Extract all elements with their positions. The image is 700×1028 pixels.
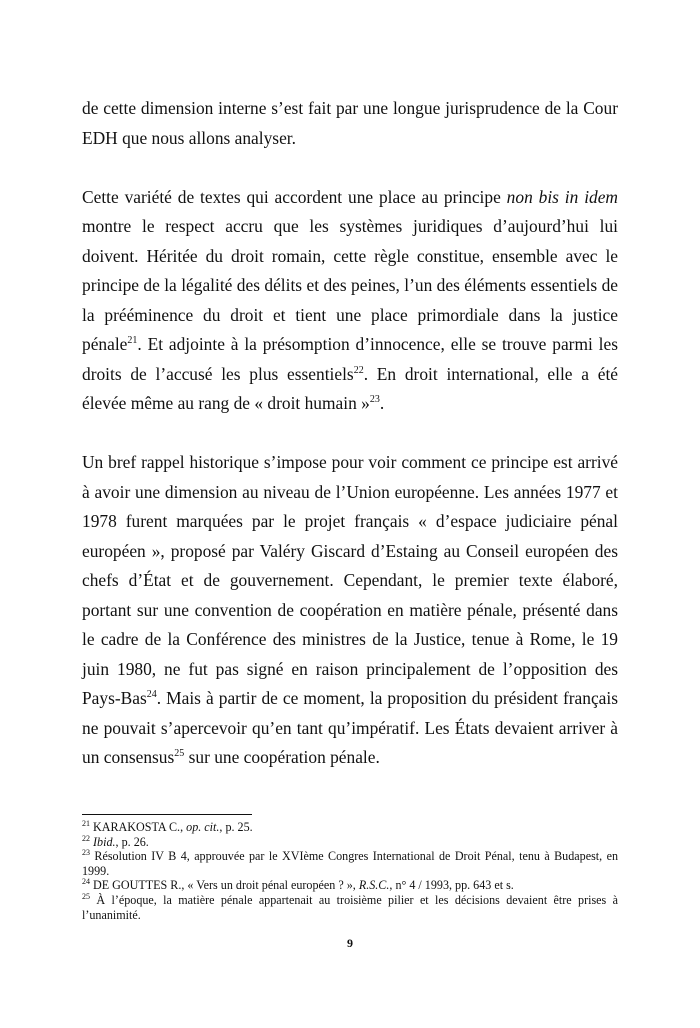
text-run: sur une coopération pénale.: [184, 747, 380, 767]
footnote-ref-22: 22: [353, 364, 364, 376]
footnote-separator: [82, 814, 252, 815]
text-run: montre le respect accru que les systèmes juridiques d’aujourd’hui lui doivent. Héritée du droit romain, cette règle constitue, ensemble avec le principe de la légalité des délits et des peines, l’un des éléments essentiels de la prééminence du droit et tient une place primordiale dans la justice pénale: [82, 216, 618, 354]
text-run: DE GOUTTES R., « Vers un droit pénal européen ? »,: [90, 878, 359, 893]
italic-text: op. cit.: [186, 820, 220, 834]
text-run: , n° 4 / 1993, pp. 643 et s.: [389, 878, 514, 893]
footnote-number: 22: [82, 833, 90, 843]
paragraph: [82, 94, 618, 153]
italic-text: non bis in idem: [506, 186, 618, 207]
footnote-number: 24: [82, 877, 90, 887]
paragraph: [82, 448, 618, 773]
footnote-21: [82, 820, 618, 835]
footnote-ref-23: 23: [369, 394, 380, 406]
text-run: de cette dimension interne s’est fait par une longue jurisprudence de la Cour EDH que nous allons analyser.: [82, 98, 618, 148]
text-run: KARAKOSTA C.,: [90, 820, 187, 834]
body-text: [82, 94, 618, 802]
page-number: 9: [347, 936, 353, 950]
text-run: . Mais à partir de ce moment, la proposition du président français ne pouvait s’apercevoir qu’en tant qu’impératif. Les États devaient arriver à un consensus: [82, 688, 618, 767]
text-run: Cette variété de textes qui accordent une place au principe: [82, 186, 507, 207]
text-run: .: [379, 393, 385, 413]
italic-text: Ibid.: [93, 834, 116, 849]
text-run: Un bref rappel historique s’impose pour voir comment ce principe est arrivé à avoir une dimension au niveau de l’Union européenne. Les années 1977 et 1978 furent marquées par le projet français « d’espace judiciaire pénal européen », proposé par Valéry Giscard d’Estaing au Conseil européen des chefs d’État et de gouvernement. Cependant, le premier texte élaboré, portant sur une convention de coopération en matière pénale, présenté dans le cadre de la Conférence des ministres de la Justice, tenue à Rome, le 19 juin 1980, ne fut pas signé en raison principalement de l’opposition des Pays-Bas: [82, 452, 618, 708]
footnote-ref-21: 21: [127, 335, 138, 347]
footnote-ref-24: 24: [146, 689, 157, 701]
footnote-22: [82, 835, 618, 850]
footnote-number: 21: [82, 818, 90, 828]
footnote-number: 25: [82, 891, 90, 901]
text-run: . En droit international, elle a été élevée même au rang de « droit humain »: [82, 363, 619, 413]
italic-text: R.S.C.: [358, 878, 390, 893]
text-run: , p. 25.: [219, 820, 253, 834]
footnote-ref-25: 25: [174, 748, 185, 760]
text-run: , p. 26.: [115, 834, 149, 849]
footnote-25: [82, 893, 618, 922]
text-run: À l’époque, la matière pénale appartenait au troisième pilier et les décisions devaient être prises à l’unanimité.: [82, 892, 618, 922]
paragraph: [82, 183, 618, 419]
text-run: Résolution IV B 4, approuvée par le XVIème Congres International de Droit Pénal, tenu à Budapest, en 1999.: [82, 849, 618, 878]
footnotes: [82, 820, 618, 922]
footnote-number: 23: [82, 848, 90, 858]
text-run: . Et adjointe à la présomption d’innocence, elle se trouve parmi les droits de l’accusé les plus essentiels: [82, 334, 618, 384]
footnote-23: [82, 849, 618, 878]
footnote-24: [82, 878, 618, 893]
